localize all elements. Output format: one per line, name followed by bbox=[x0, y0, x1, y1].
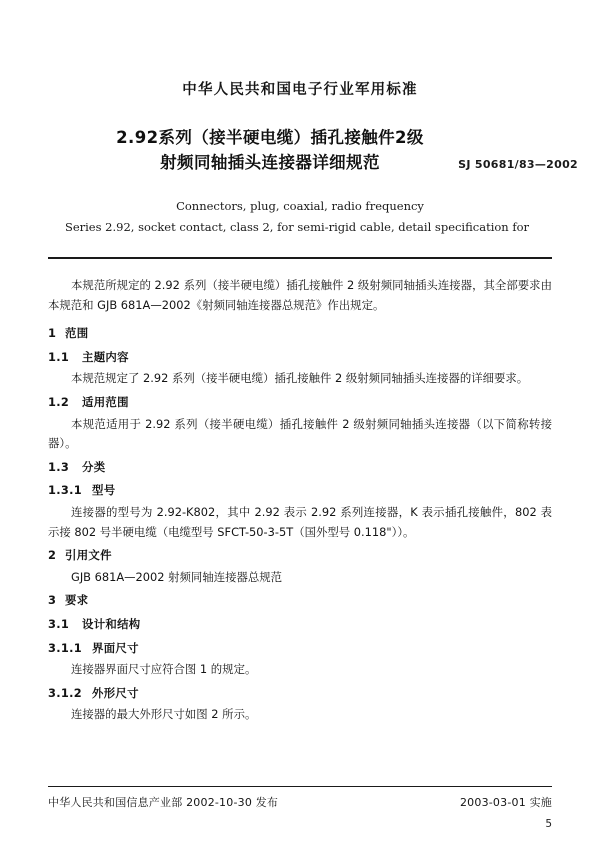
section-title: 分类 bbox=[82, 459, 106, 474]
document-subtitle-english bbox=[0, 196, 600, 238]
section-title: 外形尺寸 bbox=[92, 685, 139, 700]
section-title: 界面尺寸 bbox=[92, 640, 139, 655]
section-paragraph: 本规范规定了 2.92 系列（接半硬电缆）插孔接触件 2 级射频同轴插头连接器的详细要求。 bbox=[71, 371, 529, 386]
section-number: 1 bbox=[48, 326, 57, 341]
section-heading-1 bbox=[48, 321, 552, 345]
footer-issuer: 中华人民共和国信息产业部 2002-10-30 发布 bbox=[48, 796, 279, 809]
section-title: 引用文件 bbox=[65, 548, 112, 563]
standard-category-line: 中华人民共和国电子行业军用标准 bbox=[182, 82, 418, 98]
section-paragraph: 连接器的型号为 2.92-K802，其中 2.92 表示 2.92 系列连接器，K 表示插孔接触件，802 表示接 802 号半硬电缆（电缆型号 SFCT-50-3-5T（国外型号 0.118"））。 bbox=[48, 504, 552, 539]
footer-row bbox=[48, 794, 552, 810]
section-title: 适用范围 bbox=[82, 394, 129, 409]
section-number: 3.1.1 bbox=[48, 640, 82, 655]
section-number: 1.2 bbox=[48, 394, 70, 409]
standard-number: SJ 50681/83—2002 bbox=[458, 158, 578, 171]
section-heading-3-1-2 bbox=[48, 681, 552, 705]
title-zone bbox=[0, 125, 600, 175]
section-list bbox=[48, 321, 552, 726]
document-footer bbox=[0, 786, 600, 830]
section-title: 范围 bbox=[65, 326, 89, 341]
section-number: 1.1 bbox=[48, 349, 70, 364]
section-paragraph: GJB 681A—2002 射频同轴连接器总规范 bbox=[71, 569, 283, 584]
section-number: 1.3 bbox=[48, 459, 70, 474]
section-number: 2 bbox=[48, 548, 57, 563]
document-header bbox=[0, 0, 600, 259]
section-title: 要求 bbox=[65, 593, 89, 608]
intro-paragraph: 本规范所规定的 2.92 系列（接半硬电缆）插孔接触件 2 级射频同轴插头连接器，其全部要求由本规范和 GJB 681A—2002《射频同轴连接器总规范》作出规定。 bbox=[48, 278, 552, 312]
section-number: 1.3.1 bbox=[48, 483, 82, 498]
section-number: 3.1.2 bbox=[48, 685, 82, 700]
section-heading-1-3-1 bbox=[48, 478, 552, 502]
section-paragraph: 连接器界面尺寸应符合图 1 的规定。 bbox=[71, 662, 257, 677]
footer-effective-date: 2003-03-01 实施 bbox=[459, 796, 552, 809]
document-title-line-2: 射频同轴插头连接器详细规范 bbox=[160, 153, 380, 172]
subtitle-line-1: Connectors, plug, coaxial, radio frequency bbox=[176, 199, 424, 213]
section-heading-1-1 bbox=[48, 345, 552, 369]
section-paragraph: 连接器的最大外形尺寸如图 2 所示。 bbox=[71, 707, 257, 722]
section-heading-1-2 bbox=[48, 390, 552, 414]
document-body bbox=[48, 275, 552, 726]
section-number: 3 bbox=[48, 593, 57, 608]
section-title: 型号 bbox=[92, 483, 116, 498]
footer-divider-rule bbox=[48, 786, 552, 787]
page-number: 5 bbox=[545, 818, 552, 830]
header-divider-rule bbox=[48, 257, 552, 259]
section-number: 3.1 bbox=[48, 616, 70, 631]
section-title: 设计和结构 bbox=[82, 616, 141, 631]
document-title-line-1: 2.92系列（接半硬电缆）插孔接触件2级 bbox=[116, 128, 424, 147]
section-heading-3-1-1 bbox=[48, 636, 552, 660]
section-title: 主题内容 bbox=[82, 349, 129, 364]
section-heading-3-1 bbox=[48, 612, 552, 636]
section-heading-2 bbox=[48, 543, 552, 567]
section-heading-3 bbox=[48, 588, 552, 612]
section-heading-1-3 bbox=[48, 455, 552, 479]
subtitle-line-2: Series 2.92, socket contact, class 2, for semi-rigid cable, detail specification for bbox=[64, 220, 530, 234]
section-paragraph: 本规范适用于 2.92 系列（接半硬电缆）插孔接触件 2 级射频同轴插头连接器（以下简称转接器）。 bbox=[48, 416, 552, 451]
